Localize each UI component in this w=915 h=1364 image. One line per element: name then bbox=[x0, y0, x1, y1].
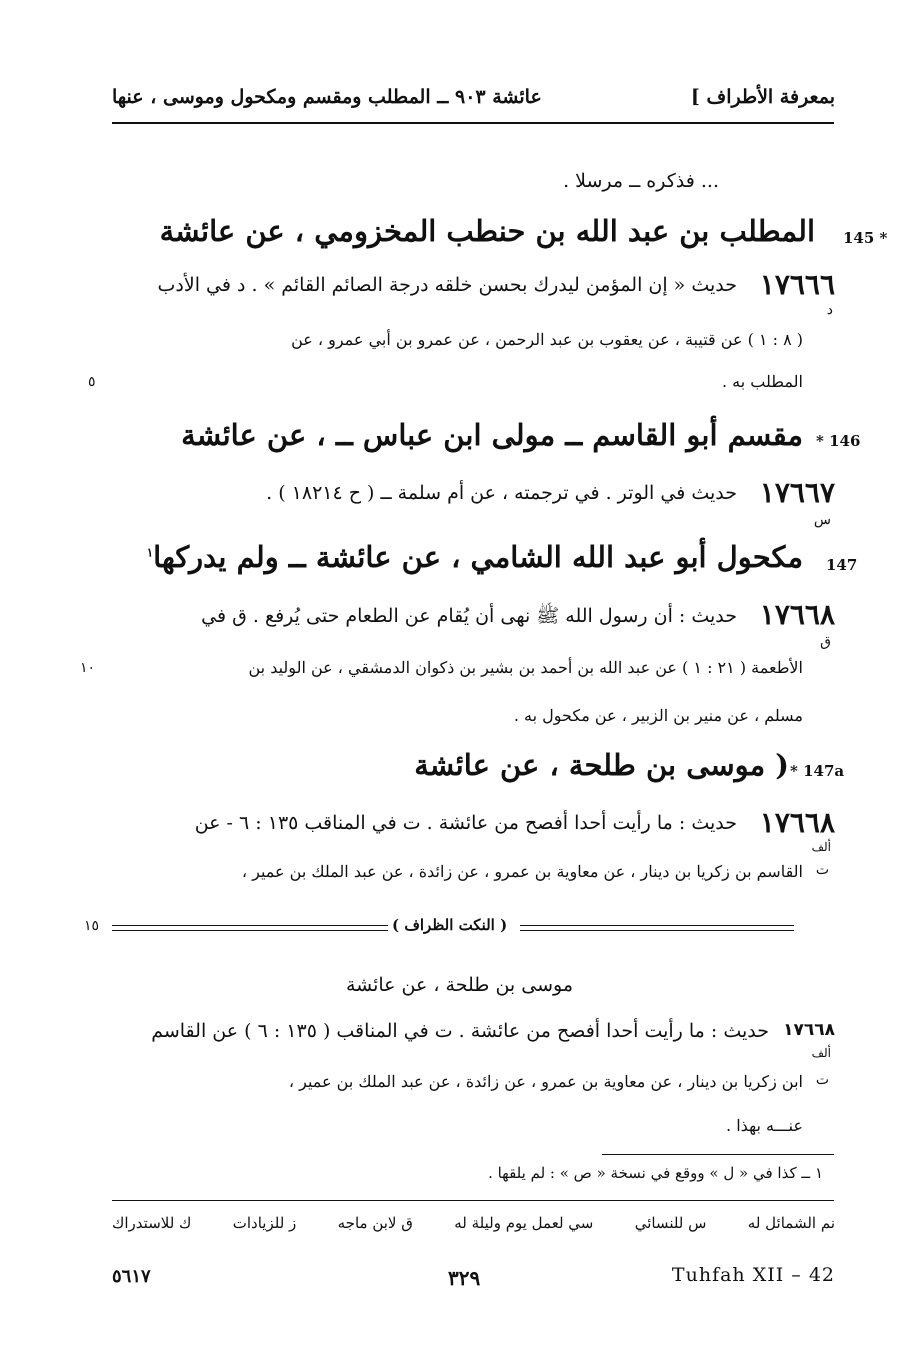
entry-147-line-3: مسلم ، عن منير بن الزبير ، عن مكحول به . bbox=[513, 706, 803, 725]
entry-147-heading: مكحول أبو عبد الله الشامي ، عن عائشة ــ ولم يدركها$^١$ bbox=[146, 540, 803, 574]
nukat-sigla: ت bbox=[815, 1072, 829, 1088]
divider-rule-right-top bbox=[520, 925, 794, 926]
entry-145-line-2: ( ٨ : ١ ) عن قتيبة ، عن يعقوب بن عبد الرحمن ، عن عمرو بن أبي عمرو ، عن bbox=[291, 330, 803, 349]
entry-145-line-3: المطلب به . bbox=[722, 372, 803, 391]
abbr-s: س للنسائي bbox=[634, 1214, 707, 1232]
footnote-text: ١ ــ كذا في « ل » ووقع في نسخة « ص » : لم يلقها . bbox=[488, 1164, 823, 1182]
intro-line: ... فذكره ــ مرسلا . bbox=[563, 170, 719, 192]
nukat-heading: موسى بن طلحة ، عن عائشة bbox=[345, 974, 573, 996]
entry-147a-line-1: حديث : ما رأيت أحدا أفصح من عائشة . ت في المناقب ١٣٥ : ٦ - عن bbox=[194, 812, 737, 834]
line-marker-15: ١٥ bbox=[84, 918, 100, 934]
line-marker-10: ١٠ bbox=[80, 660, 96, 676]
footnote-rule bbox=[602, 1154, 834, 1155]
entry-146-line-1: حديث في الوتر . في ترجمته ، عن أم سلمة ــ ( ح ١٨٢١٤ ) . bbox=[266, 482, 737, 504]
entry-147a-line-2: القاسم بن زكريا بن دينار ، عن معاوية بن عمرو ، عن زائدة ، عن عبد الملك بن عمير ، bbox=[241, 862, 803, 881]
footer-volume-ref: Tuhfah XII – 42 bbox=[671, 1264, 835, 1286]
nukat-line-1: حديث : ما رأيت أحدا أفصح من عائشة . ت في المناقب ( ١٣٥ : ٦ ) عن القاسم bbox=[151, 1020, 769, 1042]
entry-147-hadith-number: ١٧٦٦٨ bbox=[759, 598, 835, 631]
header-left: عائشة ٩٠٣ ــ المطلب ومقسم ومكحول وموسى ، عنها bbox=[112, 86, 542, 108]
entry-146-hadith-number: ١٧٦٦٧ bbox=[759, 476, 835, 509]
divider-rule-left-top bbox=[112, 925, 388, 926]
abbr-k: ك للاستدراك bbox=[112, 1214, 192, 1232]
entry-147a-sigla-sup: ألف bbox=[811, 840, 831, 854]
entry-147a-hadith-number: ١٧٦٦٨ bbox=[759, 806, 835, 839]
nukat-line-3: عنـــه بهذا . bbox=[726, 1116, 803, 1135]
abbr-si: سي لعمل يوم وليلة له bbox=[454, 1214, 594, 1232]
entry-145-heading: المطلب بن عبد الله بن حنطب المخزومي ، عن عائشة bbox=[159, 214, 815, 248]
nukat-divider-label: ( النكت الظراف ) bbox=[392, 916, 508, 934]
abbr-z: ز للزيادات bbox=[232, 1214, 297, 1232]
header-rule bbox=[112, 122, 834, 124]
entry-147-sigla: ق bbox=[820, 634, 831, 650]
footnote-ref-1: ١ bbox=[146, 545, 154, 560]
entry-147a-number: * 147a bbox=[790, 762, 845, 780]
abbreviations-list bbox=[112, 1214, 835, 1232]
nukat-line-2: ابن زكريا بن دينار ، عن معاوية بن عمرو ، عن زائدة ، عن عبد الملك بن عمير ، bbox=[288, 1072, 803, 1091]
abbreviations-rule bbox=[112, 1200, 834, 1201]
entry-145-line-1: حديث « إن المؤمن ليدرك بحسن خلقه درجة الصائم القائم » . د في الأدب bbox=[157, 274, 737, 296]
divider-rule-left-bottom bbox=[112, 930, 388, 931]
entry-147-line-1: حديث : أن رسول الله ﷺ نهى أن يُقام عن الطعام حتى يُرفع . ق في bbox=[201, 605, 737, 627]
entry-146-heading: مقسم أبو القاسم ــ مولى ابن عباس ــ ، عن عائشة bbox=[181, 418, 803, 452]
line-marker-5: ٥ bbox=[88, 374, 96, 390]
footer-page-number-center: ٣٢٩ bbox=[448, 1266, 481, 1290]
nukat-sigla-sup: ألف bbox=[811, 1046, 831, 1060]
footer-page-number-left: ٥٦١٧ bbox=[112, 1266, 151, 1287]
divider-rule-right-bottom bbox=[520, 930, 794, 931]
entry-147-line-2: الأطعمة ( ٢١ : ١ ) عن عبد الله بن أحمد بن بشير بن ذكوان الدمشقي ، عن الوليد بن bbox=[248, 658, 803, 677]
entry-147-number: 147 bbox=[826, 556, 858, 574]
header-right: بمعرفة الأطراف ] bbox=[690, 86, 835, 108]
entry-145-sigla: د bbox=[826, 302, 833, 318]
entry-145-hadith-number: ١٧٦٦٦ bbox=[759, 268, 835, 301]
nukat-hadith-number: ١٧٦٦٨ bbox=[783, 1020, 835, 1040]
entry-145-number: 145 * bbox=[843, 229, 888, 247]
entry-146-sigla: س bbox=[813, 512, 831, 528]
entry-147a-heading: ( موسى بن طلحة ، عن عائشة bbox=[414, 748, 789, 782]
abbr-q: ق لابن ماجه bbox=[337, 1214, 413, 1232]
abbr-nm: نم الشمائل له bbox=[747, 1214, 835, 1232]
entry-146-number: * 146 bbox=[816, 432, 861, 450]
entry-147a-sigla: ت bbox=[815, 862, 829, 878]
